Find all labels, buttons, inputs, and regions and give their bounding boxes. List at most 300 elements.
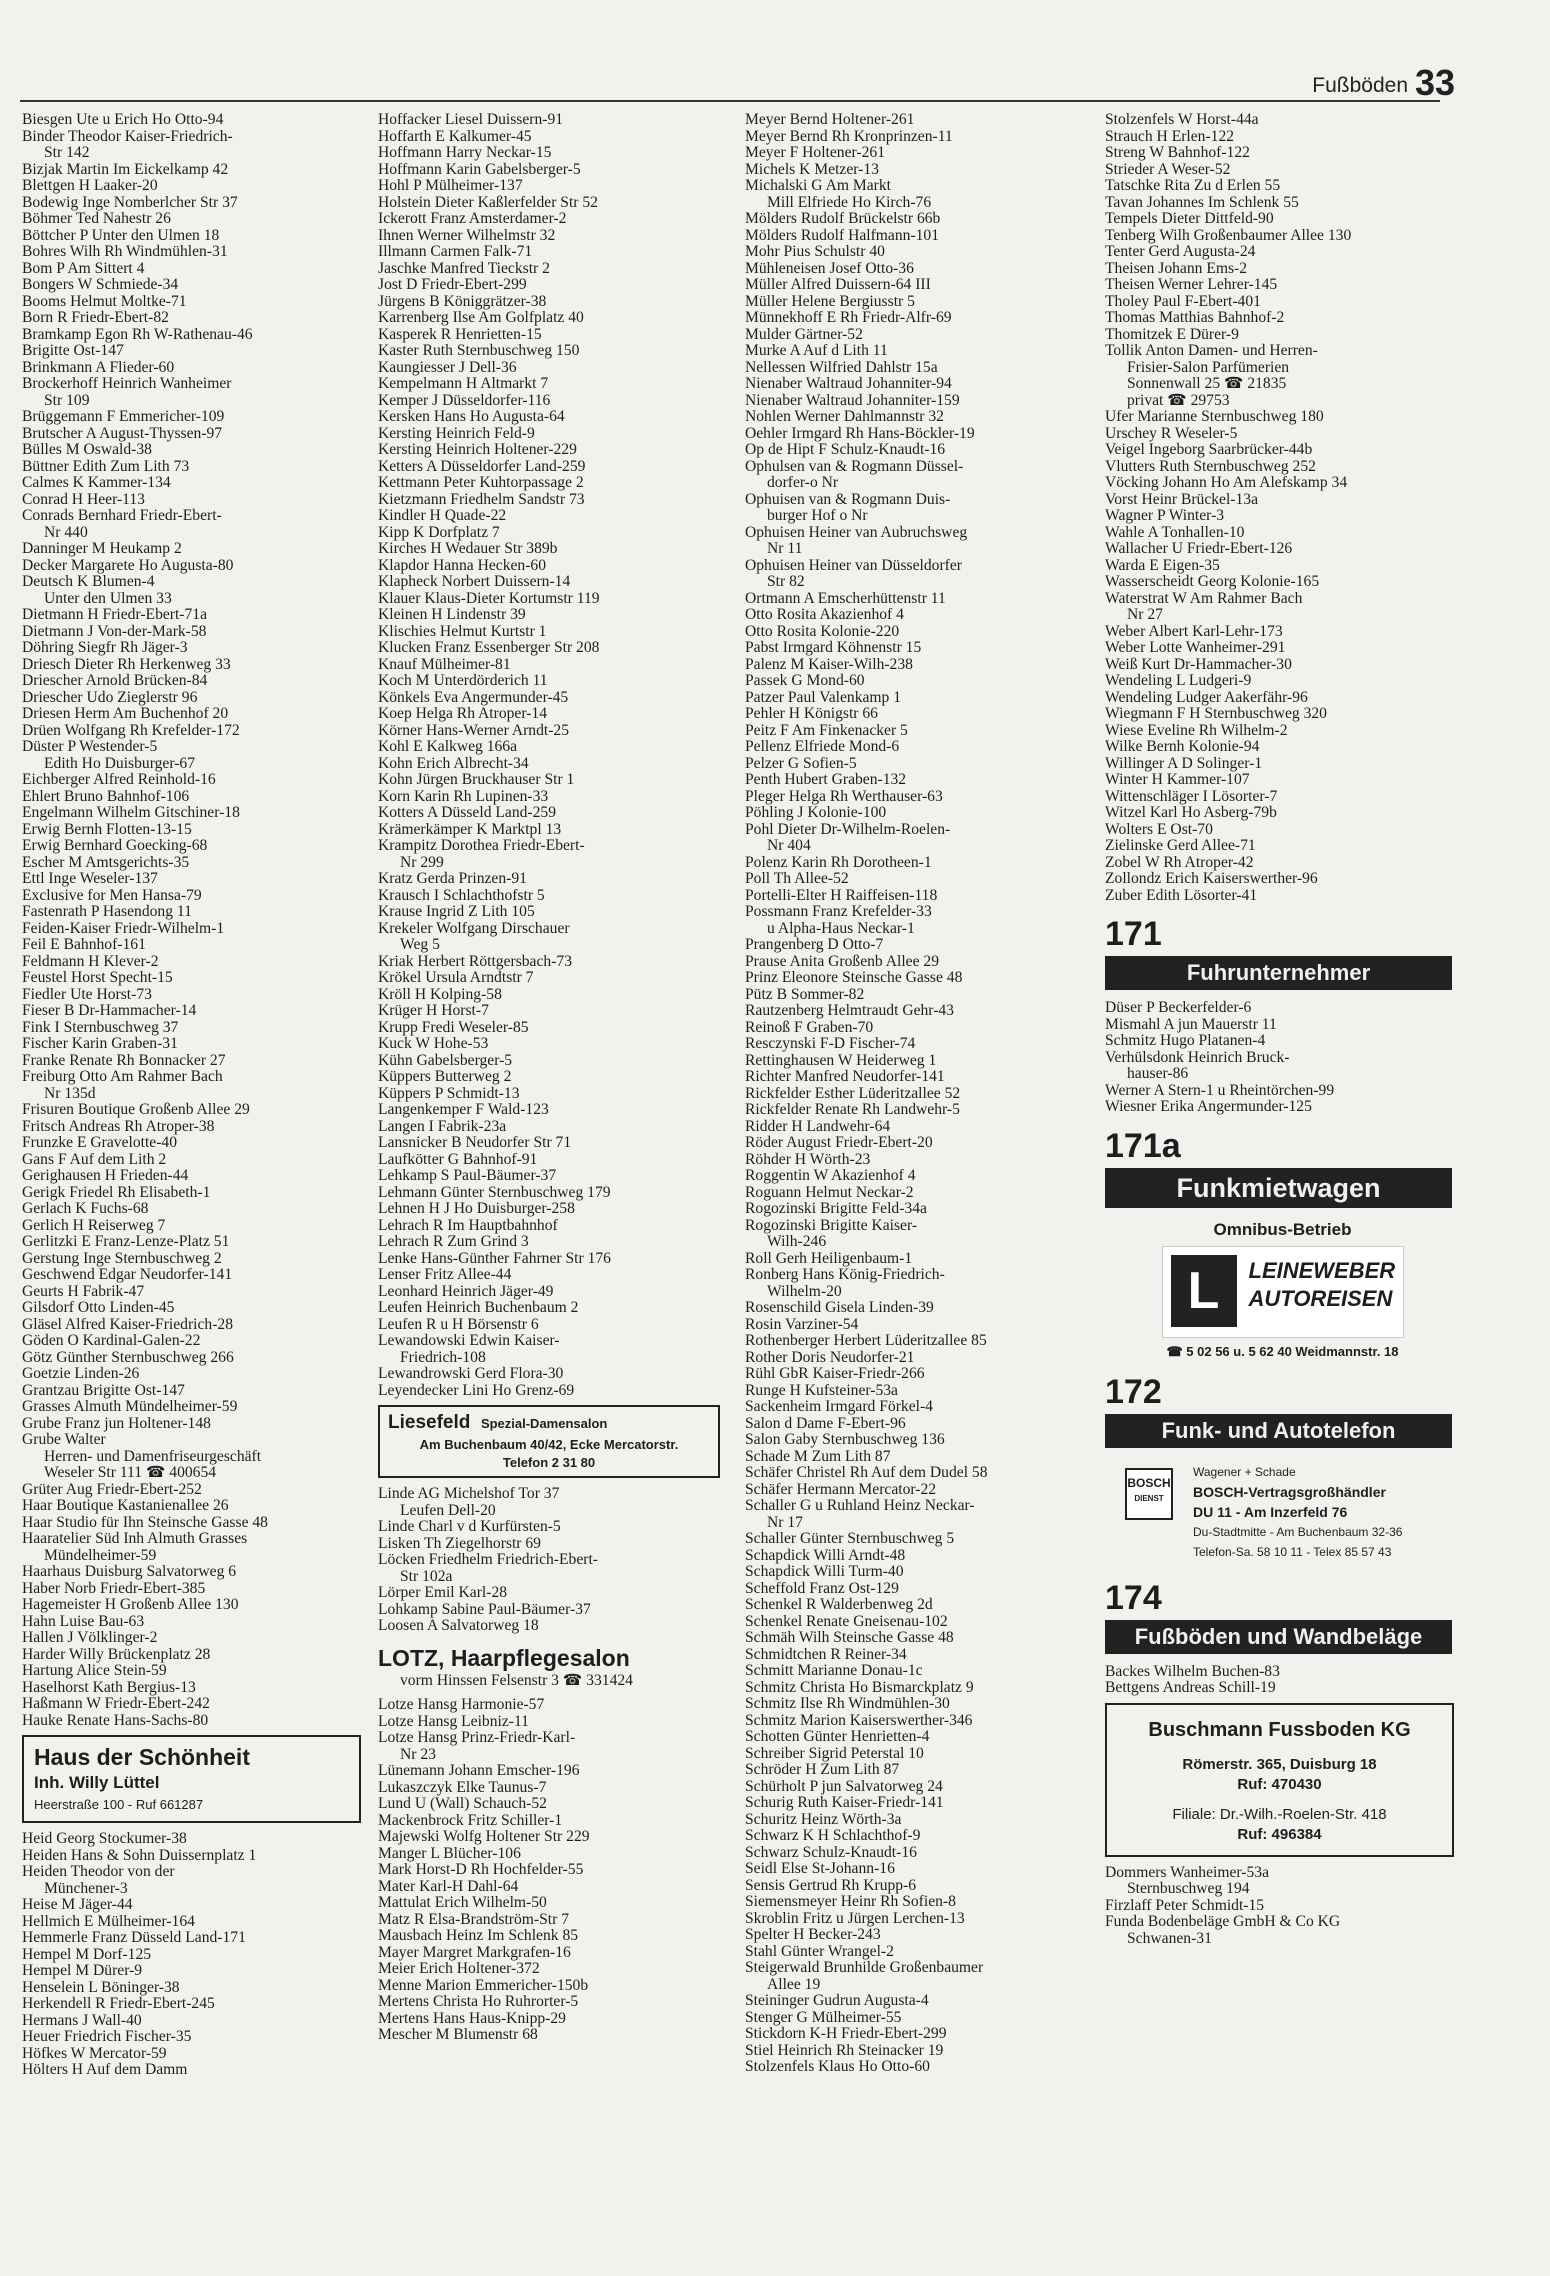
section-number-174: 174 [1105,1578,1162,1617]
listing-entry: Steigerwald Brunhilde Großenbaumer [745,1960,984,1976]
listing-entry: Büttner Edith Zum Lith 73 [22,458,190,475]
listing-entry: Schaller Günter Sternbuschweg 5 [745,1531,955,1547]
listing-entry: Vöcking Johann Ho Am Alefskamp 34 [1105,475,1348,491]
listing-entry: Kleinen H Lindenstr 39 [378,607,526,623]
listing-entry: Polenz Karin Rh Dorotheen-1 [745,854,932,871]
listing-entry: Hellmich E Mülheimer-164 [22,1913,195,1930]
listing-entry: Michels K Metzer-13 [745,161,879,178]
listing-entry: Booms Helmut Moltke-71 [22,293,187,310]
listing-entry: Wahle A Tonhallen-10 [1105,524,1245,541]
ad-address: Heerstraße 100 - Ruf 661287 [34,1797,204,1812]
listing-entry: Spelter H Becker-243 [745,1927,881,1943]
listing-entry: Stolzenfels Klaus Ho Otto-60 [745,2059,930,2075]
listing-entry: Mackenbrock Fritz Schiller-1 [378,1812,563,1829]
listing-entry: Pabst Irmgard Köhnenstr 15 [745,640,922,656]
column-2 [378,112,726,2044]
listing-entry: Hölters H Auf dem Damm [22,2062,188,2078]
listing-entry: Rother Doris Neudorfer-21 [745,1349,915,1366]
listing-entry: Weg 5 [400,937,440,953]
header-rule [20,100,1440,102]
listing-entry: Veigel Ingeborg Saarbrücker-44b [1105,442,1313,458]
listing-entry: Ickerott Franz Amsterdamer-2 [378,211,567,227]
ad-line-1: Wagener + Schade [1193,1464,1296,1479]
section-number-171: 171 [1105,915,1162,953]
listing-entry: Linde AG Michelshof Tor 37 [378,1486,560,1502]
listing-entry: Fiedler Ute Horst-73 [22,986,152,1003]
listing-entry: Hoffacker Liesel Duissern-91 [378,112,564,128]
listing-entry: Haar Studio für Ihn Steinsche Gasse 48 [22,1514,268,1531]
listing-entry: Meyer F Holtener-261 [745,145,885,161]
listing-entry: Könkels Eva Angermunder-45 [378,689,569,706]
listing-entry: Bizjak Martin Im Eickelkamp 42 [22,161,229,178]
listing-entry: Manger L Blücher-106 [378,1845,521,1862]
listing-entry: Kotters A Düsseld Land-259 [378,805,557,821]
listing-entry: Willinger A D Solinger-1 [1105,755,1263,772]
listing-entry: Mertens Christa Ho Ruhrorter-5 [378,1994,579,2010]
listing-entry: Goetzie Linden-26 [22,1366,140,1382]
listing-entry: Heiden Hans & Sohn Duissernplatz 1 [22,1847,257,1864]
listing-entry: Bülles M Oswald-38 [22,442,152,458]
listing-entry: Bettgens Andreas Schill-19 [1105,1680,1276,1696]
listing-entry: Ophuisen van & Rogmann Duis- [745,491,951,508]
listing-entry: Schwarz K H Schlachthof-9 [745,1828,921,1844]
listing-entry: Feiden-Kaiser Friedr-Wilhelm-1 [22,920,225,937]
listing-entry: Driesch Dieter Rh Herkenweg 33 [22,656,231,673]
listing-entry: Wendeling L Ludgeri-9 [1105,673,1252,689]
listing-entry: Poll Th Allee-52 [745,871,849,887]
listing-entry: Hempel M Dürer-9 [22,1963,143,1979]
listing-entry: Weber Lotte Wanheimer-291 [1105,640,1286,656]
listing-entry: Runge H Kufsteiner-53a [745,1382,898,1399]
listing-entry: Rosenschild Gisela Linden-39 [745,1300,934,1316]
listing-entry: Theisen Werner Lehrer-145 [1105,277,1278,293]
listing-entry: Kohn Erich Albrecht-34 [378,755,529,772]
listing-entry: Korn Karin Rh Lupinen-33 [378,788,549,805]
listing-entry: Roll Gerh Heiligenbaum-1 [745,1250,913,1267]
listing-entry: Fieser B Dr-Hammacher-14 [22,1003,197,1019]
listing-entry: Klapheck Norbert Duissern-14 [378,574,571,590]
listing-entry: Gerstung Inge Sternbuschweg 2 [22,1250,222,1267]
listing-entry: Kettmann Peter Kuhtorpassage 2 [378,475,584,491]
listing-entry: Feil E Bahnhof-161 [22,937,146,953]
listing-entry: Hallen J Völklinger-2 [22,1630,158,1646]
listing-entry: Thomas Matthias Bahnhof-2 [1105,310,1285,326]
bosch-logo-sub: DIENST [1134,1493,1164,1503]
listing-entry: Ronberg Hans König-Friedrich- [745,1267,945,1283]
listing-entry: Hoffmann Karin Gabelsberger-5 [378,161,581,178]
listing-entry: Mündelheimer-59 [44,1547,157,1564]
listing-entry: Rautzenberg Helmtraudt Gehr-43 [745,1003,954,1019]
listing-entry: Schade M Zum Lith 87 [745,1448,891,1465]
listing-entry: Ketters A Düsseldorfer Land-259 [378,458,586,475]
listing-entry: Kietzmann Friedhelm Sandstr 73 [378,491,585,508]
listing-entry: Driesen Herm Am Buchenhof 20 [22,706,229,722]
listing-entry: Geschwend Edgar Neudorfer-141 [22,1267,233,1283]
listing-entry: Theisen Johann Ems-2 [1105,260,1248,277]
listing-entry: Kersting Heinrich Holtener-229 [378,442,577,458]
listing-entry: Danninger M Heukamp 2 [22,541,182,557]
listing-entry: Nr 440 [44,524,88,541]
listing-entry: Mertens Hans Haus-Knipp-29 [378,2010,566,2027]
listing-entry: Lewandrowski Gerd Flora-30 [378,1366,564,1382]
listing-entry: Tempels Dieter Dittfeld-90 [1105,211,1274,227]
ad-phone: ☎ 5 02 56 u. 5 62 40 Weidmannstr. 18 [1166,1343,1399,1359]
listing-entry: Nohlen Werner Dahlmannstr 32 [745,409,944,425]
listing-entry: Lenke Hans-Günther Fahrner Str 176 [378,1250,611,1267]
listing-entry: Mescher M Blumenstr 68 [378,2027,538,2043]
listing-entry: Ehlert Bruno Bahnhof-106 [22,788,190,805]
listing-entry: Meyer Bernd Rh Kronprinzen-11 [745,128,953,145]
listing-entry: Verhülsdonk Heinrich Bruck- [1105,1049,1290,1066]
listing-entry: Resczynski F-D Fischer-74 [745,1036,916,1052]
listing-entry: Schaller G u Ruhland Heinz Neckar- [745,1498,975,1514]
listing-entry: Mayer Margret Markgrafen-16 [378,1944,571,1961]
ad-line-3: DU 11 - Am Inzerfeld 76 [1193,1503,1348,1520]
listing-entry: Röder August Friedr-Ebert-20 [745,1135,933,1151]
listing-entry: Hemmerle Franz Düsseld Land-171 [22,1930,246,1946]
listing-entry: Conrads Bernhard Friedr-Ebert- [22,508,222,524]
listing-entry: Kasperek R Henrietten-15 [378,326,542,343]
listing-entry: Henselein L Böninger-38 [22,1979,180,1996]
listing-entry: Portelli-Elter H Raiffeisen-118 [745,887,938,904]
bosch-logo [1125,1468,1173,1520]
listing-entry: Hagemeister H Großenb Allee 130 [22,1597,239,1613]
listing-entry: Rosin Varziner-54 [745,1316,859,1333]
listing-entry: Sternbuschweg 194 [1127,1881,1250,1897]
listing-entry: Roguann Helmut Neckar-2 [745,1184,914,1201]
listing-entry: Freiburg Otto Am Rahmer Bach [22,1069,223,1085]
listing-entry: Düster P Westender-5 [22,739,158,755]
listing-entry: Körner Hans-Werner Arndt-25 [378,722,569,739]
listing-entry: Kratz Gerda Prinzen-91 [378,871,527,887]
listing-entry: Haarhaus Duisburg Salvatorweg 6 [22,1564,237,1580]
listing-entry: Wittenschläger I Lösorter-7 [1105,788,1278,805]
listing-entry: Müller Helene Bergiusstr 5 [745,293,915,310]
ad-address: Am Buchenbaum 40/42, Ecke Mercatorstr. [419,1437,679,1452]
listing-entry: Bohres Wilh Rh Windmühlen-31 [22,244,228,260]
ad-haus-der-schoenheit [22,1735,361,1823]
listing-entry: Brockerhoff Heinrich Wanheimer [22,376,232,392]
listing-entry: Schäfer Christel Rh Auf dem Dudel 58 [745,1465,988,1481]
listing-entry: Kemper J Düsseldorfer-116 [378,392,551,409]
listing-entry: Schmitz Christa Ho Bismarckplatz 9 [745,1679,974,1696]
listing-entry: Rettinghausen W Heiderweg 1 [745,1052,937,1069]
listing-entry: Warda E Eigen-35 [1105,557,1220,574]
listing-entry: Karrenberg Ilse Am Golfplatz 40 [378,310,584,326]
listing-entry: Wiese Eveline Rh Wilhelm-2 [1105,722,1288,739]
listing-entry: Mölders Rudolf Brückelstr 66b [745,211,941,227]
listing-entry: Palenz M Kaiser-Wilh-238 [745,656,913,673]
listing-entry: Fink I Sternbuschweg 37 [22,1019,179,1036]
listing-entry: Brutscher A August-Thyssen-97 [22,425,223,442]
listing-entry: Jaschke Manfred Tieckstr 2 [378,260,550,277]
listing-entry: Hoffarth E Kalkumer-45 [378,128,532,145]
listing-entry: Frisuren Boutique Großenb Allee 29 [22,1102,250,1118]
listing-entry: Richter Manfred Neudorfer-141 [745,1069,945,1085]
listing-entry: Erwig Bernhard Goecking-68 [22,838,208,854]
listing-entry: Calmes K Kammer-134 [22,475,171,491]
listing-entry: Harder Willy Brückenplatz 28 [22,1646,211,1663]
listing-entry: Kirches H Wedauer Str 389b [378,541,558,557]
listing-entry: u Alpha-Haus Neckar-1 [767,920,915,937]
listing-entry: Lehrach R Zum Grind 3 [378,1234,529,1250]
listing-entry: Brinkmann A Flieder-60 [22,359,175,376]
ad-line-5: Telefon-Sa. 58 10 11 - Telex 85 57 43 [1193,1544,1392,1559]
listing-entry: Laufkötter G Bahnhof-91 [378,1151,538,1168]
listing-entry: Illmann Carmen Falk-71 [378,244,533,260]
listing-entry: Hermans J Wall-40 [22,2012,142,2029]
column-3 [745,112,1095,2076]
listing-entry: Pleger Helga Rh Werthauser-63 [745,788,943,805]
listing-entry: Gerlitzki E Franz-Lenze-Platz 51 [22,1234,230,1250]
listing-entry: Wilhelm-20 [767,1283,842,1300]
listing-entry: Ophuisen Heiner van Aubruchsweg [745,524,968,541]
listing-entry: Str 82 [767,574,805,590]
listing-entry: Küppers P Schmidt-13 [378,1085,520,1102]
listing-entry: Höfkes W Mercator-59 [22,2045,167,2062]
section-bar-funkmietwagen: Funkmietwagen [1105,1168,1452,1208]
ad-phone: Telefon 2 31 80 [502,1455,596,1470]
listing-entry: Eichberger Alfred Reinhold-16 [22,772,216,788]
listing-entry: Lansnicker B Neudorfer Str 71 [378,1135,572,1151]
listing-entry: Mark Horst-D Rh Hochfelder-55 [378,1862,584,1878]
listing-entry: Schapdick Willi Arndt-48 [745,1547,906,1564]
listing-entry: Mölders Rudolf Halfmann-101 [745,227,940,244]
listing-entry: Krausch I Schlachthofstr 5 [378,887,545,904]
listing-entry: Schmitz Ilse Rh Windmühlen-30 [745,1696,950,1712]
listing-entry: Rothenberger Herbert Lüderitzallee 85 [745,1333,987,1349]
listing-entry: Holstein Dieter Kaßlerfelder Str 52 [378,194,598,211]
listing-entry: Nr 27 [1127,607,1163,623]
listing-entry: Langen I Fabrik-23a [378,1118,507,1135]
column-1 [22,112,367,2079]
listing-entry: Stolzenfels W Horst-44a [1105,112,1259,128]
listing-entry: Kipp K Dorfplatz 7 [378,524,500,541]
listing-entry: Hartung Alice Stein-59 [22,1663,167,1679]
listing-entry: Kohl E Kalkweg 166a [378,739,518,755]
listing-entry: Koep Helga Rh Atroper-14 [378,706,548,722]
listing-entry: Heise M Jäger-44 [22,1897,133,1913]
ad-branch-phone: Ruf: 496384 [1237,1825,1322,1843]
listing-entry: Michalski G Am Markt [745,178,891,194]
listing-entry: Gerlich H Reiserweg 7 [22,1217,166,1234]
listing-entry: Wilh-246 [767,1234,827,1250]
listing-entry: Tatschke Rita Zu d Erlen 55 [1105,178,1281,194]
listing-group [1105,1000,1460,1116]
leineweber-logo [1162,1246,1404,1338]
listing-entry: Schürholt P jun Salvatorweg 24 [745,1778,943,1795]
section-number-171a: 171a [1105,1126,1181,1165]
listing-entry: Schröder H Zum Lith 87 [745,1762,900,1778]
listing-entry: Ridder H Landwehr-64 [745,1118,891,1135]
listing-entry: Born R Friedr-Ebert-82 [22,310,169,326]
listing-entry: Vorst Heinr Brückel-13a [1105,491,1259,508]
listing-entry: Salon d Dame F-Ebert-96 [745,1415,906,1432]
listing-entry: Müller Alfred Duissern-64 III [745,277,931,293]
listing-entry: Reinoß F Graben-70 [745,1019,874,1036]
listing-entry: Funda Bodenbeläge GmbH & Co KG [1105,1914,1341,1930]
listing-entry: Brigitte Ost-147 [22,343,124,359]
listing-entry: Schenkel R Walderbenweg 2d [745,1597,933,1613]
listing-entry: Lewandowski Edwin Kaiser- [378,1333,560,1349]
ad-buschmann [1105,1703,1454,1857]
listing-entry: Weiß Kurt Dr-Hammacher-30 [1105,656,1292,673]
listing-entry: Strieder A Weser-52 [1105,161,1231,178]
listing-entry: Str 109 [44,392,90,409]
listing-entry: Leonhard Heinrich Jäger-49 [378,1283,554,1300]
listing-entry: Gerlach K Fuchs-68 [22,1201,149,1217]
listing-entry: Lukaszczyk Elke Taunus-7 [378,1779,547,1796]
listing-entry: Leyendecker Lini Ho Grenz-69 [378,1382,575,1399]
listing-entry: Röhder H Wörth-23 [745,1151,871,1168]
listing-entry: Wallacher U Friedr-Ebert-126 [1105,541,1293,557]
listing-entry: Weber Albert Karl-Lehr-173 [1105,623,1283,640]
listing-entry: Mausbach Heinz Im Schlenk 85 [378,1928,579,1944]
ad-heading: Omnibus-Betrieb [1213,1219,1352,1239]
listing-entry: Waterstrat W Am Rahmer Bach [1105,590,1303,607]
listing-entry: Lünemann Johann Emscher-196 [378,1763,580,1779]
listing-entry: Kaster Ruth Sternbuschweg 150 [378,343,580,359]
listing-entry: Feustel Horst Specht-15 [22,970,173,986]
listing-entry: Leufen Heinrich Buchenbaum 2 [378,1300,579,1316]
listing-entry: Matz R Elsa-Brandström-Str 7 [378,1911,569,1928]
listing-entry: Krekeler Wolfgang Dirschauer [378,920,570,937]
listing-entry: Lehmann Günter Sternbuschweg 179 [378,1184,611,1201]
listing-entry: Fritsch Andreas Rh Atroper-38 [22,1118,215,1135]
listing-entry: Düser P Beckerfelder-6 [1105,1000,1252,1016]
listing-entry: Tenter Gerd Augusta-24 [1105,244,1256,260]
listing-entry: Leufen R u H Börsenstr 6 [378,1316,539,1333]
listing-entry: Ihnen Werner Wilhelmstr 32 [378,227,556,244]
listing-entry: Schuritz Heinz Wörth-3a [745,1811,902,1828]
listing-entry: Tholey Paul F-Ebert-401 [1105,293,1261,310]
listing-entry: Grube Franz jun Holtener-148 [22,1415,211,1432]
ad-line-4: Du-Stadtmitte - Am Buchenbaum 32-36 [1193,1524,1403,1539]
section-number-172: 172 [1105,1372,1162,1411]
ad-phone: Ruf: 470430 [1237,1775,1322,1793]
ad-text [1193,1462,1402,1562]
listing-entry: Knauf Mülheimer-81 [378,656,511,673]
listing-entry: Streng W Bahnhof-122 [1105,145,1250,161]
listing-entry: Kohn Jürgen Bruckhauser Str 1 [378,772,575,788]
ad-line-2: BOSCH-Vertragsgroßhändler [1193,1483,1386,1500]
listing-group [378,112,726,1399]
listing-entry: Nr 404 [767,838,811,854]
listing-entry: Lörper Emil Karl-28 [378,1585,508,1601]
listing-entry: Stickdorn K-H Friedr-Ebert-299 [745,2026,947,2042]
listing-entry: Jürgens B Königgrätzer-38 [378,293,547,310]
listing-group [745,112,1095,2076]
listing-entry: Krämerkämper K Marktpl 13 [378,821,562,838]
listing-entry: Haar Boutique Kastanienallee 26 [22,1498,229,1514]
listing-entry: Gerighausen H Frieden-44 [22,1168,189,1184]
listing-entry: Fischer Karin Graben-31 [22,1036,178,1052]
listing-entry: Zuber Edith Lösorter-41 [1105,887,1258,904]
listing-entry: Rogozinski Brigitte Kaiser- [745,1217,918,1234]
listing-entry: Wasserscheidt Georg Kolonie-165 [1105,574,1320,590]
listing-entry: Böttcher P Unter den Ulmen 18 [22,227,220,244]
listing-entry: Schreiber Sigrid Peterstal 10 [745,1745,924,1762]
listing-entry: Klauer Klaus-Dieter Kortumstr 119 [378,590,600,607]
listing-entry: Vlutters Ruth Sternbuschweg 252 [1105,458,1316,475]
listing-entry: Stenger G Mülheimer-55 [745,2009,902,2026]
lotz-address: vorm Hinssen Felsenstr 3 ☎ 331424 [400,1672,633,1689]
listing-entry: Lohkamp Sabine Paul-Bäumer-37 [378,1601,591,1618]
page-number: 33 [1414,62,1455,103]
listing-entry: Leufen Dell-20 [400,1502,496,1519]
listing-entry: Pellenz Elfriede Mond-6 [745,739,900,755]
listing-entry: Pöhling J Kolonie-100 [745,805,887,821]
ad-title: Haus der Schönheit [34,1744,250,1770]
listing-entry: Biesgen Ute u Erich Ho Otto-94 [22,112,224,128]
listing-entry: Mismahl A jun Mauerstr 11 [1105,1016,1277,1033]
listing-entry: Lehkamp S Paul-Bäumer-37 [378,1168,557,1184]
listing-entry: Herren- und Damenfriseurgeschäft [44,1448,262,1465]
listing-entry: Kröll H Kolping-58 [378,986,502,1003]
listing-entry: Tavan Johannes Im Schlenk 55 [1105,194,1299,211]
listing-entry: burger Hof o Nr [767,508,868,524]
listing-entry: Stiel Heinrich Rh Steinacker 19 [745,2042,944,2059]
listing-entry: Tollik Anton Damen- und Herren- [1105,343,1318,359]
listing-entry: Penth Hubert Graben-132 [745,772,907,788]
listing-entry: Engelmann Wilhelm Gitschiner-18 [22,805,240,821]
listing-entry: Prangenberg D Otto-7 [745,937,884,953]
listing-entry: Rickfelder Renate Rh Landwehr-5 [745,1102,960,1118]
listing-entry: Thomitzek E Dürer-9 [1105,326,1239,343]
listing-group [1105,112,1460,904]
listing-entry: Hoffmann Harry Neckar-15 [378,145,552,161]
listing-entry: Lund U (Wall) Schauch-52 [378,1796,547,1812]
listing-entry: Krupp Fredi Weseler-85 [378,1019,529,1036]
listing-entry: Loosen A Salvatorweg 18 [378,1618,539,1634]
listing-entry: Erwig Bernh Flotten-13-15 [22,821,192,838]
listing-entry: Wagner P Winter-3 [1105,508,1225,524]
listing-entry: Nr 135d [44,1085,96,1102]
listing-entry: Blettgen H Laaker-20 [22,178,158,194]
listing-entry: Murke A Auf d Lith 11 [745,343,888,359]
listing-group [1105,1664,1460,1697]
ad-liesefeld [378,1405,720,1478]
listing-entry: Possmann Franz Krefelder-33 [745,904,932,920]
listing-entry: Ophuisen Heiner van Düsseldorfer [745,557,962,574]
ad-title: Buschmann Fussboden KG [1148,1718,1411,1741]
listing-entry: Ophulsen van & Rogmann Düssel- [745,458,964,475]
ad-branch: Filiale: Dr.-Wilh.-Roelen-Str. 418 [1172,1805,1387,1823]
listing-entry: Nellessen Wilfried Dahlstr 15a [745,359,938,376]
listing-entry: Hauke Renate Hans-Sachs-80 [22,1712,209,1729]
listing-entry: Lotze Hansg Harmonie-57 [378,1697,545,1713]
listing-entry: Haaratelier Süd Inh Almuth Grasses [22,1531,248,1547]
listing-entry: Feldmann H Klever-2 [22,953,159,970]
listing-entry: Gilsdorf Otto Linden-45 [22,1300,175,1316]
listing-entry: Lotze Hansg Leibniz-11 [378,1713,529,1730]
listing-entry: Schotten Günter Henrietten-4 [745,1729,930,1745]
listing-entry: Mill Elfriede Ho Kirch-76 [767,194,932,211]
listing-entry: Pütz B Sommer-82 [745,986,865,1003]
listing-group [1105,1865,1460,1948]
listing-entry: Geurts H Fabrik-47 [22,1283,145,1300]
listing-entry: Nr 11 [767,541,803,557]
listing-entry: Krampitz Dorothea Friedr-Ebert- [378,838,585,854]
listing-entry: Kriak Herbert Röttgersbach-73 [378,953,572,970]
listing-entry: Grasses Almuth Mündelheimer-59 [22,1399,238,1415]
listing-entry: Prause Anita Großenb Allee 29 [745,953,940,970]
listing-entry: Tenberg Wilh Großenbaumer Allee 130 [1105,227,1352,244]
listing-entry: Mulder Gärtner-52 [745,326,863,343]
listing-entry: Döhring Siegfr Rh Jäger-3 [22,640,188,656]
listing-entry: Oehler Irmgard Rh Hans-Böckler-19 [745,425,975,442]
listing-entry: Rühl GbR Kaiser-Friedr-266 [745,1366,925,1382]
